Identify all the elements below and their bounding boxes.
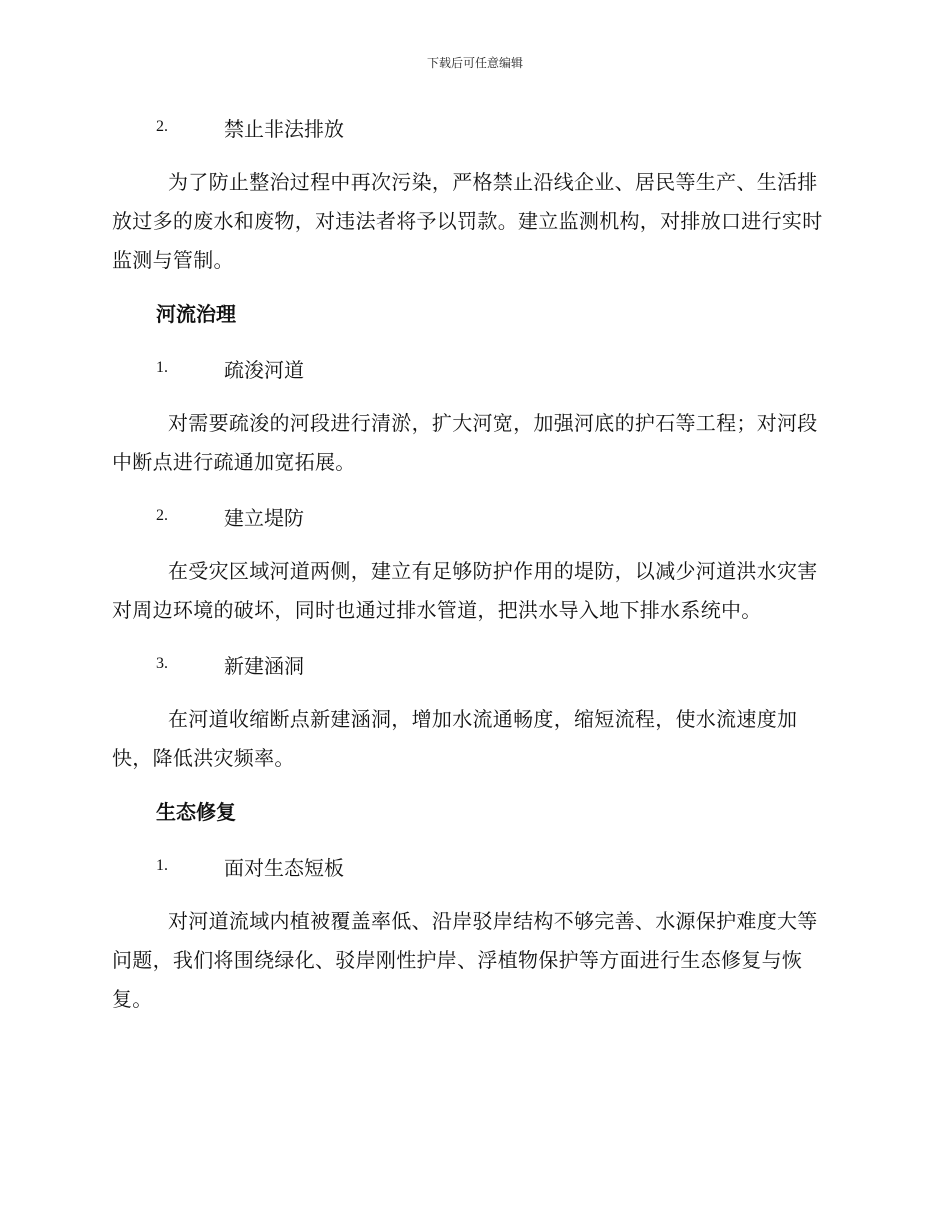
section-heading-ecological-restoration: 生态修复 <box>156 800 236 824</box>
paragraph-dredging: 对需要疏浚的河段进行清淤，扩大河宽，加强河底的护石等工程；对河段中断点进行疏通加宽拓展。 <box>112 411 818 474</box>
page-header: 下载后可任意编辑 <box>426 56 523 70</box>
paragraph-levee: 在受灾区域河道两侧，建立有足够防护作用的堤防，以减少河道洪水灾害对周边环境的破坏，同时也通过排水管道，把洪水导入地下排水系统中。 <box>112 559 818 622</box>
section-heading-river-governance: 河流治理 <box>156 302 236 326</box>
item-heading-levee <box>156 501 832 531</box>
paragraph-ecological: 对河道流域内植被覆盖率低、沿岸驳岸结构不够完善、水源保护难度大等问题，我们将围绕绿化、驳岸刚性护岸、浮植物保护等方面进行生态修复与恢复。 <box>112 909 818 1011</box>
item-title: 面对生态短板 <box>224 855 344 880</box>
paragraph-discharge: 为了防止整治过程中再次污染，严格禁止沿线企业、居民等生产、生活排放过多的废水和废物，对违法者将予以罚款。建立监测机构，对排放口进行实时监测与管制。 <box>112 170 823 272</box>
item-number: 2. <box>156 507 168 524</box>
item-title: 新建涵洞 <box>224 653 304 678</box>
paragraph-culvert: 在河道收缩断点新建涵洞，增加水流通畅度，缩短流程，使水流速度加快，降低洪灾频率。 <box>112 707 798 770</box>
item-title: 疏浚河道 <box>224 357 304 382</box>
item-number: 2. <box>156 118 168 135</box>
item-number: 1. <box>156 857 168 874</box>
item-title: 禁止非法排放 <box>224 116 344 141</box>
item-number: 1. <box>156 359 168 376</box>
item-heading-culvert <box>156 649 832 679</box>
item-title: 建立堤防 <box>224 505 304 530</box>
item-heading-dredging <box>156 353 832 383</box>
item-heading-ecological-shortcomings <box>156 851 832 881</box>
document-body <box>112 112 832 1019</box>
item-number: 3. <box>156 655 168 672</box>
item-heading-ban-illegal-discharge <box>156 112 832 142</box>
